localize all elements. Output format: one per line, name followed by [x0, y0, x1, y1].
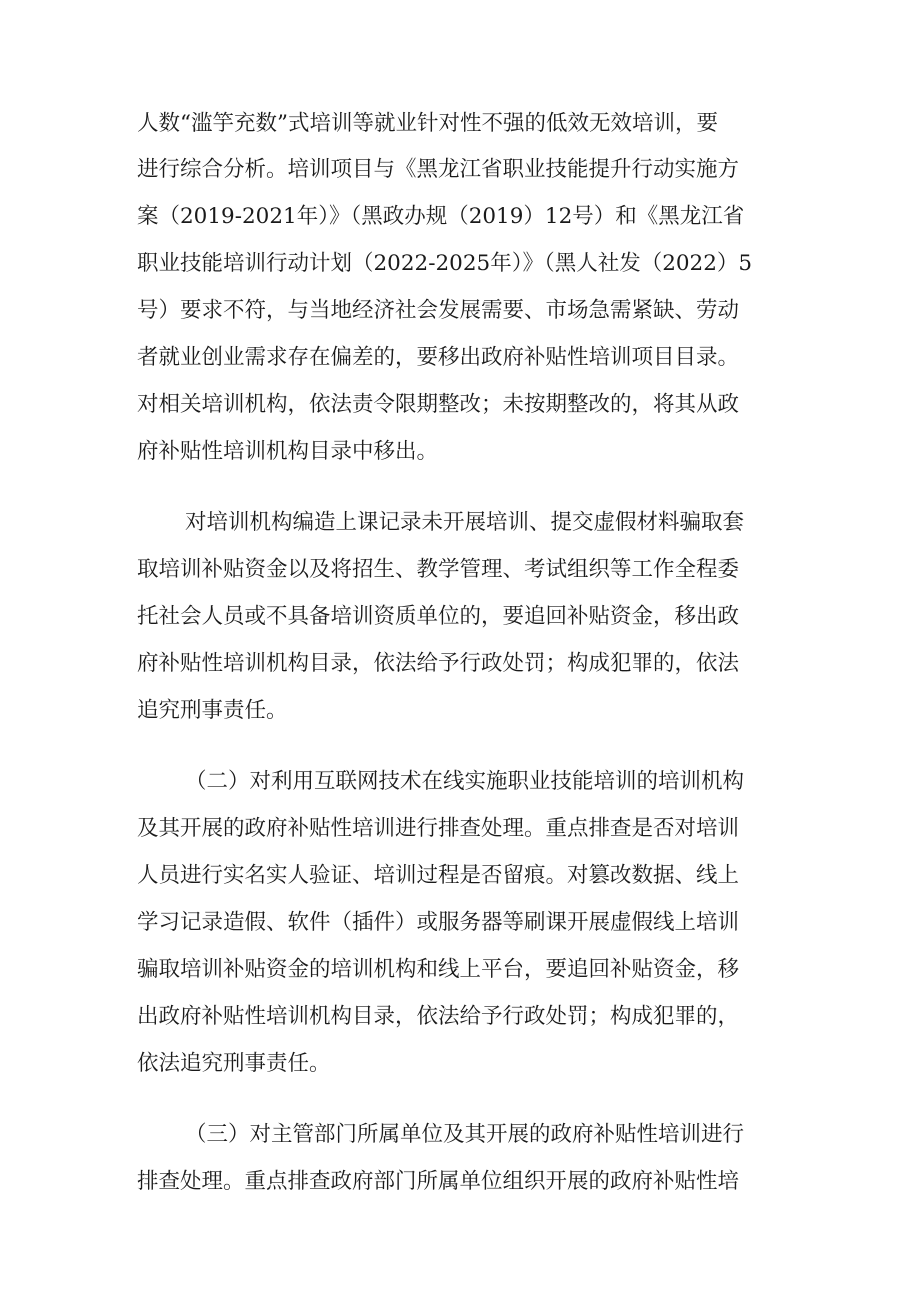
paragraph-3-line-7: 依法追究刑事责任。: [137, 1051, 331, 1076]
paragraph-3-line-3: 人员进行实名实人验证、培训过程是否留痕。对篡改数据、线上: [137, 863, 740, 888]
paragraph-1-line-8: 府补贴性培训机构目录中移出。: [137, 439, 439, 464]
paragraph-3-line-1: （二）对利用互联网技术在线实施职业技能培训的培训机构: [185, 769, 745, 794]
paragraph-1-line-2: 进行综合分析。培训项目与《黑龙江省职业技能提升行动实施方: [137, 157, 740, 182]
paragraph-2-line-2: 取培训补贴资金以及将招生、教学管理、考试组织等工作全程委: [137, 557, 740, 582]
paragraph-1-line-4: 职业技能培训行动计划（2022-2025年）》（黑人社发（2022）5: [137, 251, 753, 276]
paragraph-3-line-5: 骗取培训补贴资金的培训机构和线上平台，要追回补贴资金，移: [137, 957, 740, 982]
paragraph-2-line-1: 对培训机构编造上课记录未开展培训、提交虚假材料骗取套: [185, 510, 745, 535]
paragraph-1-line-5: 号）要求不符，与当地经济社会发展需要、市场急需紧缺、劳动: [137, 298, 740, 323]
paragraph-1-line-7: 对相关培训机构，依法责令限期整改；未按期整改的，将其从政: [137, 392, 740, 417]
paragraph-3-line-2: 及其开展的政府补贴性培训进行排查处理。重点排查是否对培训: [137, 816, 740, 841]
paragraph-4-line-1: （三）对主管部门所属单位及其开展的政府补贴性培训进行: [185, 1122, 745, 1147]
paragraph-3-line-6: 出政府补贴性培训机构目录，依法给予行政处罚；构成犯罪的，: [137, 1004, 740, 1029]
paragraph-3-line-4: 学习记录造假、软件（插件）或服务器等刷课开展虚假线上培训: [137, 910, 740, 935]
paragraph-4-line-2: 排查处理。重点排查政府部门所属单位组织开展的政府补贴性培: [137, 1169, 740, 1194]
paragraph-2-line-3: 托社会人员或不具备培训资质单位的，要追回补贴资金，移出政: [137, 604, 740, 629]
paragraph-2-line-5: 追究刑事责任。: [137, 698, 288, 723]
paragraph-1-line-3: 案（2019-2021年）》（黑政办规（2019）12号）和《黑龙江省: [137, 204, 745, 229]
paragraph-2-line-4: 府补贴性培训机构目录，依法给予行政处罚；构成犯罪的，依法: [137, 651, 740, 676]
paragraph-1-line-1: 人数“滥竽充数”式培训等就业针对性不强的低效无效培训，要: [137, 111, 718, 136]
paragraph-1-line-6: 者就业创业需求存在偏差的，要移出政府补贴性培训项目目录。: [137, 345, 740, 370]
